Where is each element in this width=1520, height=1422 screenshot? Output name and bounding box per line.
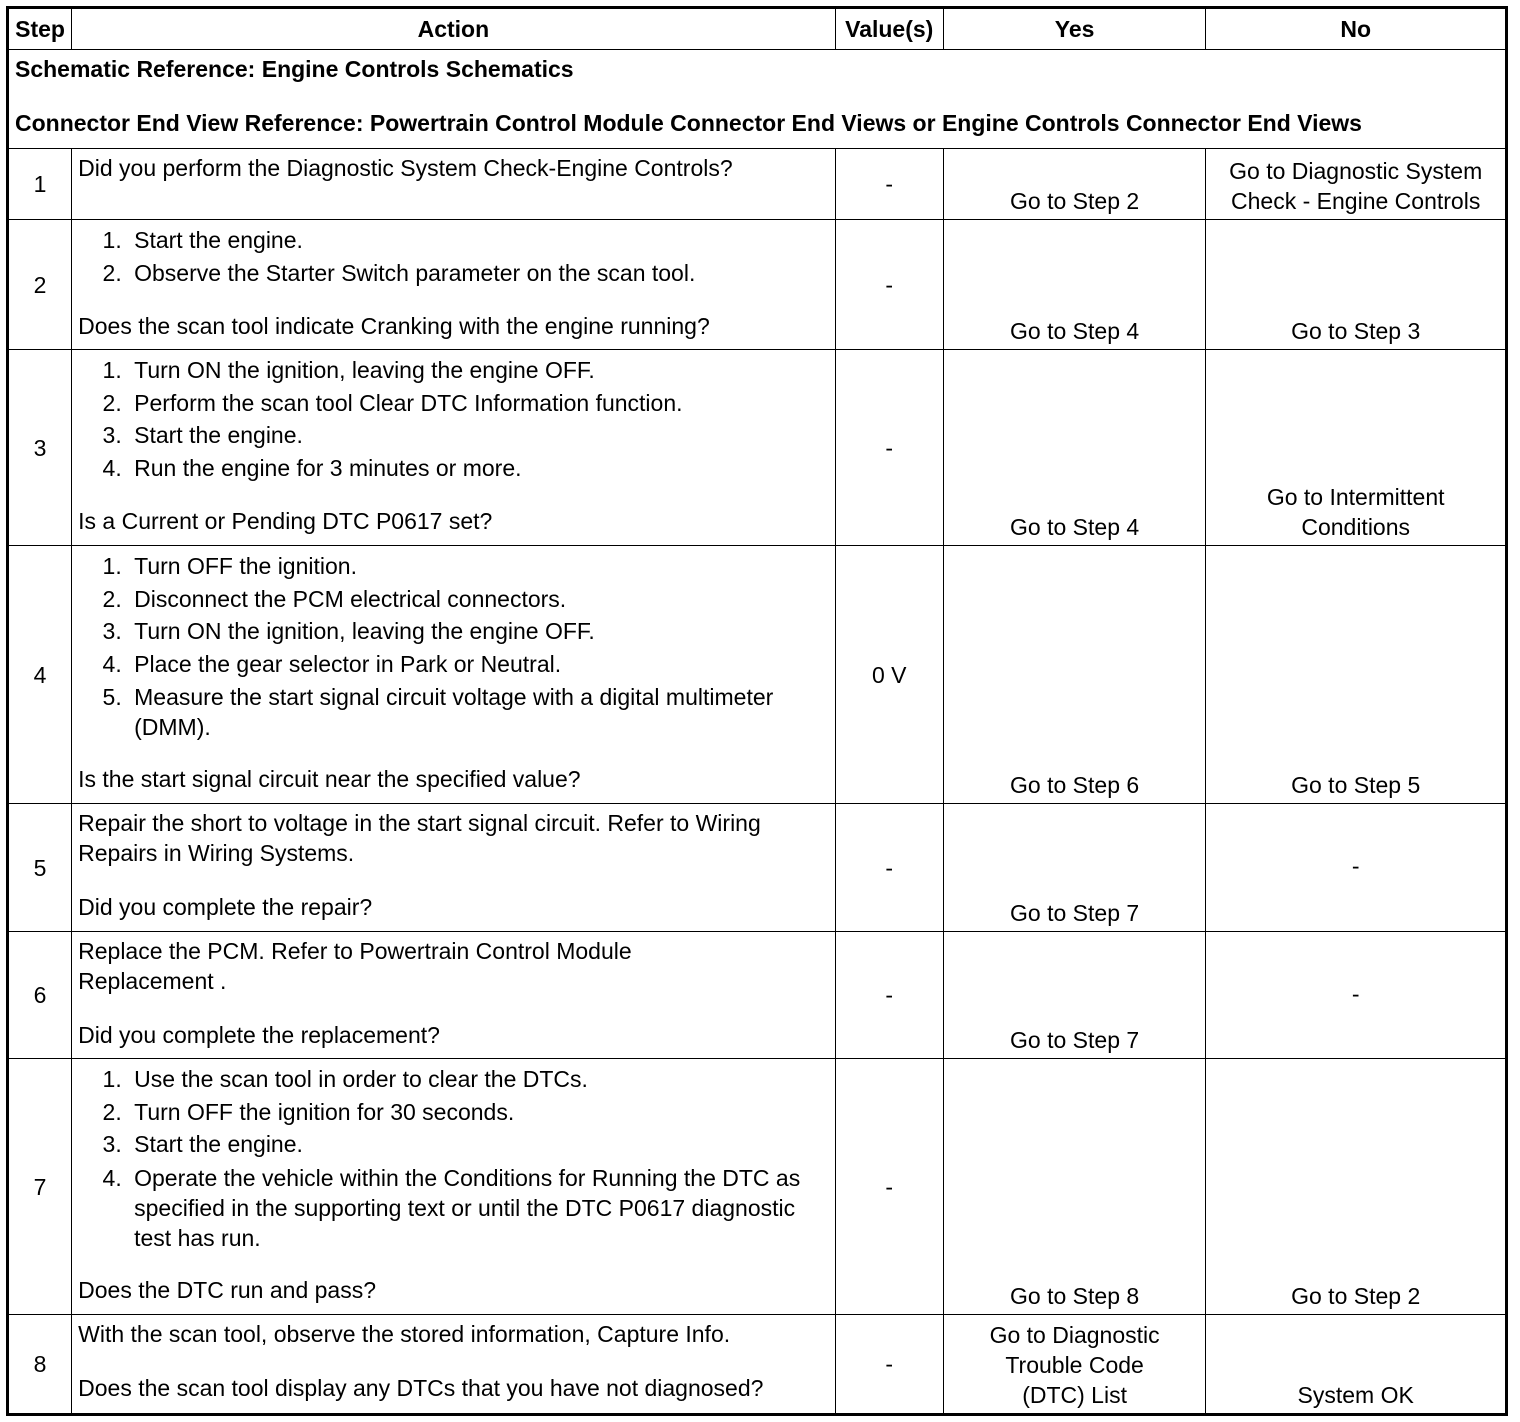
step-number: 8	[8, 1315, 72, 1415]
action-cell	[72, 546, 836, 804]
action-cell	[72, 1059, 836, 1315]
header-row	[8, 8, 1507, 50]
action-text: Replace the PCM. Refer to Powertrain Control Module Replacement .	[78, 938, 632, 994]
table-row	[8, 220, 1507, 350]
no-cell: Go to Diagnostic System Check - Engine Controls	[1206, 149, 1507, 220]
list-item: 2. Perform the scan tool Clear DTC Information function.	[128, 387, 829, 420]
value-cell: -	[835, 1315, 943, 1415]
connector-reference: Connector End View Reference: Powertrain Control Module Connector End Views or Engine Controls Connector End Views	[15, 110, 1362, 136]
yes-cell: Go to Step 7	[943, 804, 1206, 932]
list-item: 3. Start the engine.	[128, 1128, 829, 1161]
header-no: No	[1206, 8, 1507, 50]
value-cell: -	[835, 932, 943, 1059]
reference-cell	[8, 50, 1507, 149]
step-number: 2	[8, 220, 72, 350]
schematic-reference: Schematic Reference: Engine Controls Schematics	[15, 56, 574, 82]
list-item: 4. Operate the vehicle within the Conditions for Running the DTC as specified in the supporting text or until the DTC P0617 diagnostic test has run.	[128, 1161, 829, 1253]
action-cell	[72, 804, 836, 932]
step-number: 7	[8, 1059, 72, 1315]
yes-cell: Go to Step 4	[943, 220, 1206, 350]
action-cell	[72, 1315, 836, 1415]
instruction-list	[78, 550, 829, 742]
table-row	[8, 350, 1507, 546]
list-item: 1. Use the scan tool in order to clear the DTCs.	[128, 1063, 829, 1096]
list-item: 2. Turn OFF the ignition for 30 seconds.	[128, 1096, 829, 1129]
yes-cell: Go to Step 2	[943, 149, 1206, 220]
table-row	[8, 804, 1507, 932]
action-question: Is the start signal circuit near the specified value?	[78, 766, 581, 792]
no-cell: Go to Step 5	[1206, 546, 1507, 804]
value-cell: -	[835, 804, 943, 932]
no-cell: -	[1206, 932, 1507, 1059]
value-cell: 0 V	[835, 546, 943, 804]
step-number: 4	[8, 546, 72, 804]
instruction-list	[78, 1063, 829, 1253]
list-item: 4. Place the gear selector in Park or Neutral.	[128, 648, 829, 681]
yes-cell: Go to Step 8	[943, 1059, 1206, 1315]
header-step: Step	[8, 8, 72, 50]
table-row	[8, 546, 1507, 804]
no-cell: Go to Intermittent Conditions	[1206, 350, 1507, 546]
yes-cell: Go to Step 6	[943, 546, 1206, 804]
step-number: 6	[8, 932, 72, 1059]
list-item: 2. Observe the Starter Switch parameter on the scan tool.	[128, 257, 829, 290]
list-item: 4. Run the engine for 3 minutes or more.	[128, 452, 829, 485]
yes-cell: Go to Step 7	[943, 932, 1206, 1059]
action-cell	[72, 149, 836, 220]
table-row	[8, 149, 1507, 220]
step-number: 5	[8, 804, 72, 932]
action-cell	[72, 932, 836, 1059]
header-action: Action	[72, 8, 836, 50]
action-text: With the scan tool, observe the stored information, Capture Info.	[78, 1321, 731, 1347]
list-item: 1. Turn ON the ignition, leaving the engine OFF.	[128, 354, 829, 387]
table-row	[8, 1315, 1507, 1415]
list-item: 1. Turn OFF the ignition.	[128, 550, 829, 583]
no-cell: Go to Step 2	[1206, 1059, 1507, 1315]
table-row	[8, 1059, 1507, 1315]
list-item: 2. Disconnect the PCM electrical connectors.	[128, 583, 829, 616]
list-item: 1. Start the engine.	[128, 224, 829, 257]
action-cell	[72, 350, 836, 546]
step-number: 3	[8, 350, 72, 546]
action-text: Did you perform the Diagnostic System Check-Engine Controls?	[78, 155, 733, 181]
action-text: Repair the short to voltage in the start signal circuit. Refer to Wiring Repairs in Wiring Systems.	[78, 810, 761, 866]
list-item: 3. Start the engine.	[128, 419, 829, 452]
diagnostic-table	[6, 6, 1508, 1416]
action-question: Does the scan tool display any DTCs that you have not diagnosed?	[78, 1375, 764, 1401]
header-yes: Yes	[943, 8, 1206, 50]
table-row	[8, 932, 1507, 1059]
value-cell: -	[835, 1059, 943, 1315]
step-number: 1	[8, 149, 72, 220]
action-question: Does the scan tool indicate Cranking with the engine running?	[78, 313, 710, 339]
action-question: Did you complete the replacement?	[78, 1022, 440, 1048]
action-question: Is a Current or Pending DTC P0617 set?	[78, 508, 493, 534]
action-question: Did you complete the repair?	[78, 894, 373, 920]
value-cell: -	[835, 149, 943, 220]
no-cell: System OK	[1206, 1315, 1507, 1415]
instruction-list	[78, 354, 829, 484]
instruction-list	[78, 224, 829, 289]
no-cell: Go to Step 3	[1206, 220, 1507, 350]
value-cell: -	[835, 220, 943, 350]
value-cell: -	[835, 350, 943, 546]
yes-cell: Go to Step 4	[943, 350, 1206, 546]
action-question: Does the DTC run and pass?	[78, 1276, 377, 1303]
yes-cell: Go to Diagnostic Trouble Code (DTC) List	[943, 1315, 1206, 1415]
list-item: 3. Turn ON the ignition, leaving the engine OFF.	[128, 615, 829, 648]
action-cell	[72, 220, 836, 350]
reference-row	[8, 50, 1507, 149]
header-values: Value(s)	[835, 8, 943, 50]
no-cell: -	[1206, 804, 1507, 932]
list-item: 5. Measure the start signal circuit voltage with a digital multimeter (DMM).	[128, 680, 829, 742]
